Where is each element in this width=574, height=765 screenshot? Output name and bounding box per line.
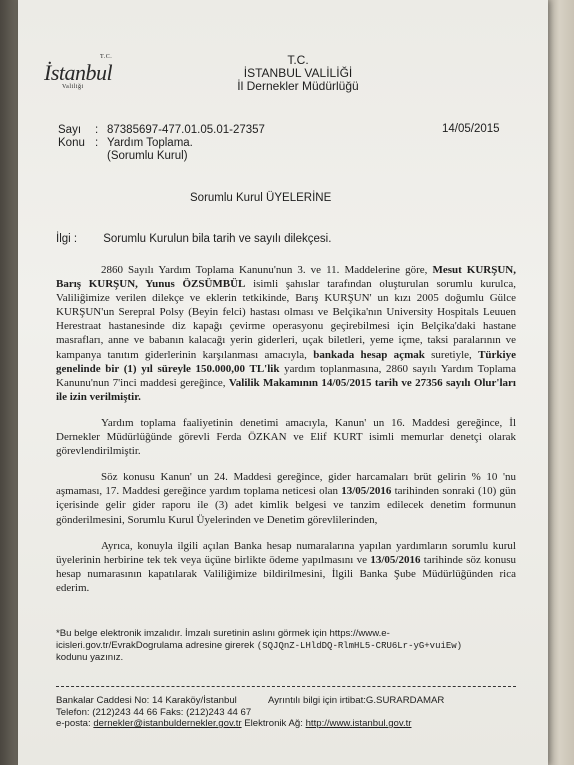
logo-subtitle: Valiliği [62, 84, 84, 90]
footer-divider [56, 686, 516, 687]
konu-colon: : [95, 137, 99, 149]
paragraph-1: 2860 Sayılı Yardım Toplama Kanunu'nun 3. ve 11. Maddelerine göre, Mesut KURŞUN, Barış KURŞUN, Yunus ÖZSÜMBÜL isimli şahıslar tarafından oluşturulan sorumlu kurulca, Valiliğimize verilen dilekçe ve eklerin tetkikinde, Barış KURŞUN' un kızı 2005 doğumlu Gülce KURŞUN'un Serepral Polsy (Beyin felci) hastası olması ve Belçika'nın University Hospitals Leuuen Herestraat hastanesinde diz kapağı çevirme operasyonu geçirebilmesi için Belçika'daki hastane masrafları, anne ve babanın kalacağı yerin giderleri, uçak biletleri, yeme içme, taksi paralarının ve kampanya tanıtım giderlerinin karşılanması amacıyla, bankada hesap açmak suretiyle, Türkiye genelinde bir (1) yıl süreyle 150.000,00 TL'lik yardım toplanmasına, 2860 sayılı Yardım Toplama Kanunu'nun 7'inci maddesi gereğince, Valilik Makamının 14/05/2015 tarih ve 27356 sayılı Olur'ları ile izin verilmiştir. [56, 264, 516, 403]
logo-tc: T.C. [100, 54, 113, 60]
ilgi-colon: : [73, 233, 78, 245]
sayi-label: Sayı [58, 124, 82, 136]
letterhead-institution: İSTANBUL VALİLİĞİ [243, 66, 353, 80]
konu-row-2 [58, 150, 265, 163]
footer-address: Bankalar Caddesi No: 14 Karaköy/İstanbul [56, 695, 237, 706]
letterhead [198, 54, 398, 93]
document-date: 14/05/2015 [442, 123, 500, 135]
istanbul-valiligi-logo [40, 54, 140, 94]
applicant-names: Mesut KURŞUN, Barış KURŞUN, Yunus ÖZSÜMBÜL [56, 264, 516, 291]
footer: Bankalar Caddesi No: 14 Karaköy/İstanbul Ayrıntılı bilgi için irtibat:G.SURARDAMAR Telefon: (212)243 44 66 Faks: (212)243 44 67 e-posta: dernekler@istanbuldernekler.gov.tr Elektronik Ağ: http://www.istanbul.gov.tr [56, 695, 516, 730]
footer-phone: Telefon: (212)243 44 66 Faks: (212)243 44 67 [56, 706, 252, 718]
email-link[interactable]: dernekler@istanbuldernekler.gov.tr [93, 718, 242, 729]
recipient-line: Sorumlu Kurul ÜYELERİNE [190, 192, 332, 204]
paragraph-2: Yardım toplama faaliyetinin denetimi amacıyla, Kanun' un 16. Maddesi gereğince, İl Dernekler Müdürlüğünde görevli Ferda ÖZKAN ve Elif KURT isimli memurlar denetçi olarak görevlendirilmiştir. [56, 416, 516, 458]
konu-value-2: (Sorumlu Kurul) [107, 150, 188, 162]
paragraph-3: Söz konusu Kanun' un 24. Maddesi gereğince, gider harcamaları brüt gelirin % 10 'nu aşmaması, 17. Maddesi gereğince yardım toplama neticesi olan 13/05/2016 tarihinden sonraki (10) gün içerisinde gelir gider raporu ile (3) adet kimlik belgesi ve tanzim edilecek denetim formunun gönderilmesini, Sorumlu Kurul Üyelerinden ve Denetim görevlilerinden, [56, 471, 516, 526]
website-link[interactable]: http://www.istanbul.gov.tr [305, 718, 412, 729]
document-meta [58, 124, 265, 163]
konu-value: Yardım Toplama. [107, 137, 193, 149]
footer-contact: Ayrıntılı bilgi için irtibat:G.SURARDAMAR [268, 695, 445, 706]
verification-code: (SQJQnZ-LHldDQ-RlmHL5-CRU6Lr-yG+vuiEw) [256, 641, 463, 651]
sayi-colon: : [95, 124, 99, 136]
e-signature-note: *Bu belge elektronik imzalıdır. İmzalı suretinin aslını görmek için https://www.e- icisleri.gov.tr/EvrakDogrulama adresine girerek (SQJQnZ-LHldDQ-RlmHL5-CRU6Lr-yG+vuiEw) kodunu yazınız. [56, 628, 463, 663]
sayi-row [58, 124, 265, 137]
letterhead-department: İl Dernekler Müdürlüğü [237, 79, 359, 93]
ilgi-text: Sorumlu Kurulun bila tarih ve sayılı dilekçesi. [103, 233, 332, 245]
paragraph-4: Ayrıca, konuyla ilgili açılan Banka hesap numaralarına yapılan yardımların sorumlu kurul üyelerinin herbirine tek tek veya üçüne birlikte ödeme yapılmasını ve 13/05/2016 tarihinde söz konusu hesap numarasının kapatılarak Valiliğimize bildirilmesini, İlgili Banka Şube Müdürlüğünden rica ederim. [56, 539, 516, 594]
ilgi-label: İlgi [56, 233, 71, 245]
sayi-value: 87385697-477.01.05.01-27357 [107, 124, 265, 136]
konu-label: Konu [58, 137, 85, 149]
ilgi-line [56, 233, 331, 245]
letter-body [56, 263, 516, 607]
logo-script: İstanbul [44, 60, 113, 85]
document-page [18, 0, 548, 765]
konu-row [58, 137, 265, 150]
letterhead-tc: T.C. [287, 53, 309, 67]
